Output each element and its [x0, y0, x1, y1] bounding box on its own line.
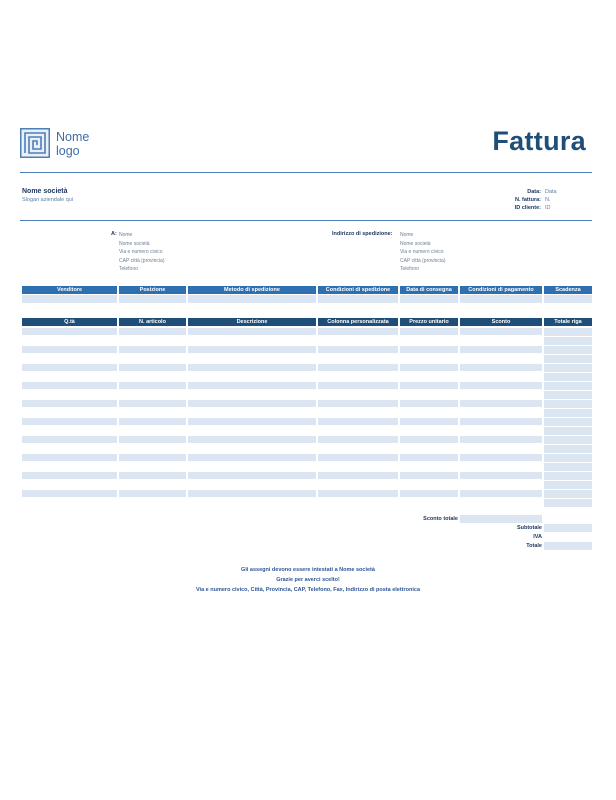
items-header-cell: Descrizione — [188, 318, 316, 326]
total-label: Totale — [526, 543, 542, 549]
item-cell[interactable] — [119, 409, 186, 416]
item-cell[interactable] — [460, 490, 542, 497]
line-total-cell[interactable] — [544, 463, 592, 472]
item-cell[interactable] — [119, 463, 186, 470]
item-cell[interactable] — [119, 472, 186, 479]
shipping-header-cell: Venditore — [22, 286, 117, 294]
item-cell[interactable] — [318, 409, 398, 416]
invoice-meta-labels — [515, 188, 541, 212]
item-cell[interactable] — [318, 373, 398, 380]
item-cell[interactable] — [188, 463, 316, 470]
subtotal-field[interactable] — [544, 524, 592, 532]
items-header-cell: Sconto — [460, 318, 542, 326]
item-cell[interactable] — [318, 346, 398, 353]
logo-text-line2: logo — [56, 144, 80, 158]
item-cell[interactable] — [22, 490, 117, 497]
item-cell[interactable] — [119, 337, 186, 344]
shipping-cell[interactable] — [400, 295, 458, 303]
item-cell[interactable] — [22, 436, 117, 443]
vat-field[interactable] — [544, 533, 592, 541]
line-total-cell[interactable] — [544, 418, 592, 427]
shipping-cell[interactable] — [188, 295, 316, 303]
item-cell[interactable] — [460, 454, 542, 461]
item-cell[interactable] — [318, 364, 398, 371]
total-discount-field[interactable] — [460, 515, 542, 523]
footer-payable: Gli assegni devono essere intestati a Nome società — [241, 567, 375, 573]
item-cell[interactable] — [119, 436, 186, 443]
line-total-cell[interactable] — [544, 337, 592, 346]
shipping-cell[interactable] — [119, 295, 186, 303]
item-cell[interactable] — [400, 481, 458, 488]
item-cell[interactable] — [460, 391, 542, 398]
items-header-cell: Q.tà — [22, 318, 117, 326]
item-cell[interactable] — [400, 346, 458, 353]
bill-to-line[interactable]: Nome società — [119, 240, 150, 247]
item-cell[interactable] — [460, 328, 542, 335]
item-cell[interactable] — [460, 346, 542, 353]
bill-to-line[interactable]: Telefono — [119, 266, 138, 273]
customer-id-field[interactable]: ID — [545, 205, 551, 211]
item-cell[interactable] — [460, 337, 542, 344]
ship-to-line[interactable]: Nome — [400, 232, 414, 238]
item-cell[interactable] — [22, 454, 117, 461]
bill-to-line[interactable]: Nome — [119, 232, 133, 238]
item-cell[interactable] — [188, 364, 316, 371]
line-total-cell[interactable] — [544, 355, 592, 364]
invoice-meta-values — [545, 188, 557, 212]
item-cell[interactable] — [460, 463, 542, 470]
item-cell[interactable] — [188, 409, 316, 416]
line-total-cell[interactable] — [544, 436, 592, 445]
item-cell[interactable] — [400, 499, 458, 506]
item-cell[interactable] — [22, 463, 117, 470]
item-cell[interactable] — [460, 445, 542, 452]
item-cell[interactable] — [22, 445, 117, 452]
item-cell[interactable] — [22, 472, 117, 479]
item-cell[interactable] — [22, 481, 117, 488]
logo-text-line1: Nome — [56, 130, 90, 144]
item-cell[interactable] — [119, 400, 186, 407]
item-cell[interactable] — [318, 337, 398, 344]
date-field[interactable]: Data — [545, 189, 557, 195]
item-cell[interactable] — [318, 499, 398, 506]
item-cell[interactable] — [22, 346, 117, 353]
line-total-cell[interactable] — [544, 364, 592, 373]
item-cell[interactable] — [460, 472, 542, 479]
ship-to-address — [400, 231, 445, 274]
item-cell[interactable] — [22, 364, 117, 371]
item-cell[interactable] — [400, 463, 458, 470]
item-cell[interactable] — [188, 445, 316, 452]
item-cell[interactable] — [22, 373, 117, 380]
item-cell[interactable] — [318, 427, 398, 434]
bill-to-line[interactable]: CAP città (provincia) — [119, 257, 165, 264]
ship-to-line[interactable]: Nome società — [400, 240, 431, 247]
item-cell[interactable] — [188, 436, 316, 443]
item-cell[interactable] — [460, 499, 542, 506]
line-total-cell[interactable] — [544, 391, 592, 400]
item-cell[interactable] — [188, 337, 316, 344]
footer-contacts: Via e numero civico, Città, Provincia, CAP, Telefono, Fax, Indirizzo di posta elettronica — [195, 587, 421, 593]
shipping-header-cell: Condizioni di pagamento — [460, 286, 542, 294]
shipping-cell[interactable] — [22, 295, 117, 303]
shipping-header-cell: Scadenza — [544, 286, 592, 294]
items-header-cell: Totale riga — [544, 318, 592, 326]
items-header-cell: Prezzo unitario — [400, 318, 458, 326]
item-cell[interactable] — [119, 481, 186, 488]
item-cell[interactable] — [318, 436, 398, 443]
item-cell[interactable] — [400, 364, 458, 371]
item-cell[interactable] — [22, 382, 117, 389]
company-name[interactable]: Nome società — [22, 188, 68, 195]
ship-to-line[interactable]: CAP città (provincia) — [400, 257, 446, 264]
item-cell[interactable] — [400, 490, 458, 497]
item-cell[interactable] — [400, 391, 458, 398]
item-cell[interactable] — [188, 499, 316, 506]
item-cell[interactable] — [318, 328, 398, 335]
total-discount-label: Sconto totale — [423, 516, 458, 522]
item-cell[interactable] — [460, 355, 542, 362]
bill-to-address — [119, 231, 164, 274]
date-label: Data: — [527, 189, 541, 195]
item-cell[interactable] — [318, 481, 398, 488]
item-cell[interactable] — [119, 355, 186, 362]
item-cell[interactable] — [188, 355, 316, 362]
item-cell[interactable] — [400, 382, 458, 389]
item-cell[interactable] — [119, 364, 186, 371]
item-cell[interactable] — [188, 382, 316, 389]
item-cell[interactable] — [318, 463, 398, 470]
item-cell[interactable] — [400, 436, 458, 443]
footer-thanks: Grazie per averci scelto! — [276, 577, 340, 583]
item-cell[interactable] — [22, 337, 117, 344]
item-cell[interactable] — [460, 409, 542, 416]
line-total-cell[interactable] — [544, 481, 592, 490]
ship-to-line[interactable]: Via e numero civico — [400, 249, 444, 256]
invoice-number-label: N. fattura: — [515, 197, 541, 203]
shipping-header-cell: Posizione — [119, 286, 186, 294]
item-cell[interactable] — [460, 400, 542, 407]
items-header-cell: Colonna personalizzata — [318, 318, 398, 326]
item-cell[interactable] — [460, 364, 542, 371]
item-cell[interactable] — [188, 418, 316, 425]
item-cell[interactable] — [318, 490, 398, 497]
item-cell[interactable] — [22, 409, 117, 416]
item-cell[interactable] — [400, 472, 458, 479]
line-total-cell[interactable] — [544, 400, 592, 409]
item-cell[interactable] — [119, 427, 186, 434]
line-total-cell[interactable] — [544, 409, 592, 418]
total-discount-spacer — [544, 515, 592, 523]
shipping-header-cell: Metodo di spedizione — [188, 286, 316, 294]
item-cell[interactable] — [119, 499, 186, 506]
item-cell[interactable] — [318, 355, 398, 362]
item-cell[interactable] — [119, 346, 186, 353]
item-cell[interactable] — [400, 355, 458, 362]
items-header-cell: N. articolo — [119, 318, 186, 326]
shipping-cell[interactable] — [318, 295, 398, 303]
item-cell[interactable] — [318, 418, 398, 425]
item-cell[interactable] — [188, 481, 316, 488]
item-cell[interactable] — [22, 499, 117, 506]
item-cell[interactable] — [400, 454, 458, 461]
item-cell[interactable] — [119, 328, 186, 335]
ship-to-line[interactable]: Telefono — [400, 266, 419, 273]
line-total-cell[interactable] — [544, 499, 592, 508]
item-cell[interactable] — [22, 400, 117, 407]
invoice-number-field[interactable]: N. — [545, 197, 551, 203]
item-cell[interactable] — [188, 400, 316, 407]
shipping-cell[interactable] — [460, 295, 542, 303]
item-cell[interactable] — [188, 490, 316, 497]
shipping-cell[interactable] — [544, 295, 592, 303]
item-cell[interactable] — [22, 418, 117, 425]
item-cell[interactable] — [400, 400, 458, 407]
item-cell[interactable] — [460, 373, 542, 380]
item-cell[interactable] — [119, 382, 186, 389]
item-cell[interactable] — [22, 328, 117, 335]
line-total-cell[interactable] — [544, 454, 592, 463]
item-cell[interactable] — [460, 481, 542, 488]
shipping-header-cell: Condizioni di spedizione — [318, 286, 398, 294]
item-cell[interactable] — [188, 328, 316, 335]
line-total-cell[interactable] — [544, 445, 592, 454]
item-cell[interactable] — [318, 391, 398, 398]
customer-id-label: ID cliente: — [514, 205, 541, 211]
item-cell[interactable] — [188, 373, 316, 380]
item-cell[interactable] — [460, 418, 542, 425]
item-cell[interactable] — [188, 427, 316, 434]
item-cell[interactable] — [119, 454, 186, 461]
item-cell[interactable] — [460, 382, 542, 389]
bill-to-label: A: — [111, 231, 117, 237]
item-cell[interactable] — [119, 418, 186, 425]
item-cell[interactable] — [460, 427, 542, 434]
bill-to-line[interactable]: Via e numero civico — [119, 249, 163, 256]
item-cell[interactable] — [22, 391, 117, 398]
item-cell[interactable] — [119, 490, 186, 497]
item-cell[interactable] — [318, 472, 398, 479]
item-cell[interactable] — [318, 445, 398, 452]
line-total-cell[interactable] — [544, 427, 592, 436]
item-cell[interactable] — [318, 454, 398, 461]
item-cell[interactable] — [22, 427, 117, 434]
item-cell[interactable] — [400, 418, 458, 425]
logo-icon — [20, 128, 50, 158]
item-cell[interactable] — [318, 400, 398, 407]
item-cell[interactable] — [318, 382, 398, 389]
invoice-title: Fattura — [492, 126, 586, 156]
item-cell[interactable] — [188, 472, 316, 479]
line-total-cell[interactable] — [544, 490, 592, 499]
ship-to-label: Indirizzo di spedizione: — [332, 231, 393, 237]
logo-text — [56, 130, 89, 158]
item-cell[interactable] — [400, 373, 458, 380]
header-divider — [20, 172, 592, 173]
item-cell[interactable] — [400, 445, 458, 452]
item-cell[interactable] — [400, 409, 458, 416]
item-cell[interactable] — [119, 373, 186, 380]
item-cell[interactable] — [400, 337, 458, 344]
item-cell[interactable] — [22, 355, 117, 362]
item-cell[interactable] — [119, 445, 186, 452]
shipping-header-cell: Data di consegna — [400, 286, 458, 294]
line-total-cell[interactable] — [544, 328, 592, 337]
vat-label: IVA — [533, 534, 542, 540]
total-field[interactable] — [544, 542, 592, 550]
item-cell[interactable] — [400, 328, 458, 335]
item-cell[interactable] — [400, 427, 458, 434]
item-cell[interactable] — [119, 391, 186, 398]
line-total-cell[interactable] — [544, 373, 592, 382]
item-cell[interactable] — [188, 454, 316, 461]
company-slogan[interactable]: Slogan aziendale qui — [22, 197, 74, 203]
line-total-cell[interactable] — [544, 472, 592, 481]
line-total-cell[interactable] — [544, 382, 592, 391]
item-cell[interactable] — [460, 436, 542, 443]
meta-divider — [20, 220, 592, 221]
item-cell[interactable] — [188, 391, 316, 398]
item-cell[interactable] — [188, 346, 316, 353]
subtotal-label: Subtotale — [516, 525, 542, 531]
line-total-cell[interactable] — [544, 346, 592, 355]
